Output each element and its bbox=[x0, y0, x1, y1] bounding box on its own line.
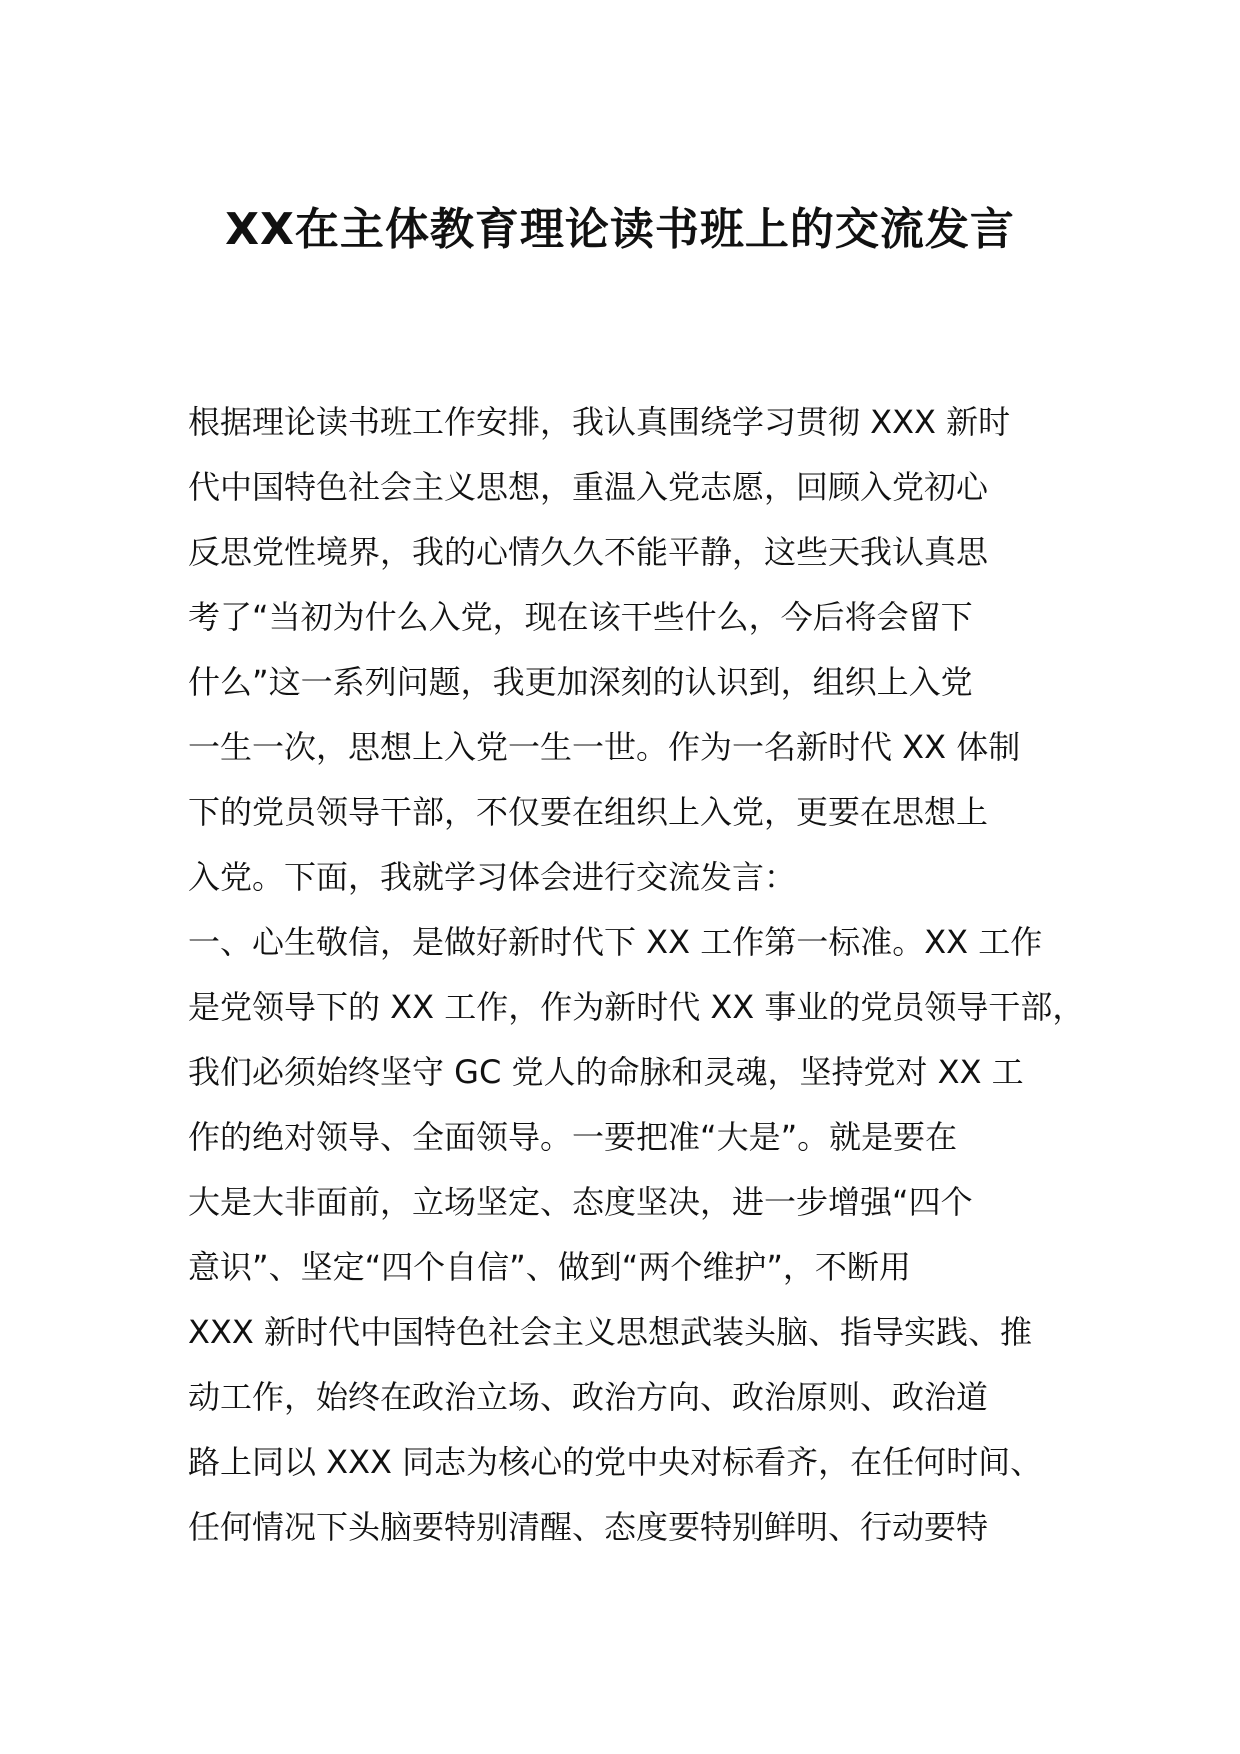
body-line: 下的党员领导干部，不仅要在组织上入党，更要在思想上 bbox=[188, 793, 989, 831]
body-line: 我们必须始终坚守 GC 党人的命脉和灵魂，坚持党对 XX 工 bbox=[188, 1053, 1024, 1091]
body-line: 一、心生敬信，是做好新时代下 XX 工作第一标准。XX 工作 bbox=[188, 923, 1043, 961]
body-line: 路上同以 XXX 同志为核心的党中央对标看齐，在任何时间、 bbox=[188, 1443, 1043, 1481]
body-line: 什么”这一系列问题，我更加深刻的认识到，组织上入党 bbox=[188, 663, 973, 701]
document-title: XX在主体教育理论读书班上的交流发言 bbox=[225, 204, 1015, 255]
body-line: 是党领导下的 XX 工作，作为新时代 XX 事业的党员领导干部， bbox=[188, 988, 1085, 1026]
body-line: 一生一次，思想上入党一生一世。作为一名新时代 XX 体制 bbox=[188, 728, 1021, 766]
body-line: 反思党性境界，我的心情久久不能平静，这些天我认真思 bbox=[188, 533, 989, 571]
body-line: 代中国特色社会主义思想，重温入党志愿，回顾入党初心 bbox=[188, 468, 989, 506]
document-body bbox=[188, 390, 1088, 1560]
body-line: 大是大非面前，立场坚定、态度坚决，进一步增强“四个 bbox=[188, 1183, 973, 1221]
body-line: 任何情况下头脑要特别清醒、态度要特别鲜明、行动要特 bbox=[188, 1508, 989, 1546]
body-line: 考了“当初为什么入党，现在该干些什么，今后将会留下 bbox=[188, 598, 973, 636]
body-line: 作的绝对领导、全面领导。一要把准“大是”。就是要在 bbox=[188, 1118, 958, 1156]
body-line: 意识”、坚定“四个自信”、做到“两个维护”，不断用 bbox=[188, 1248, 911, 1286]
body-line: XXX 新时代中国特色社会主义思想武装头脑、指导实践、推 bbox=[188, 1313, 1032, 1351]
body-line: 动工作，始终在政治立场、政治方向、政治原则、政治道 bbox=[188, 1378, 989, 1416]
body-line: 入党。下面，我就学习体会进行交流发言： bbox=[188, 858, 797, 896]
body-line: 根据理论读书班工作安排，我认真围绕学习贯彻 XXX 新时 bbox=[188, 403, 1011, 441]
